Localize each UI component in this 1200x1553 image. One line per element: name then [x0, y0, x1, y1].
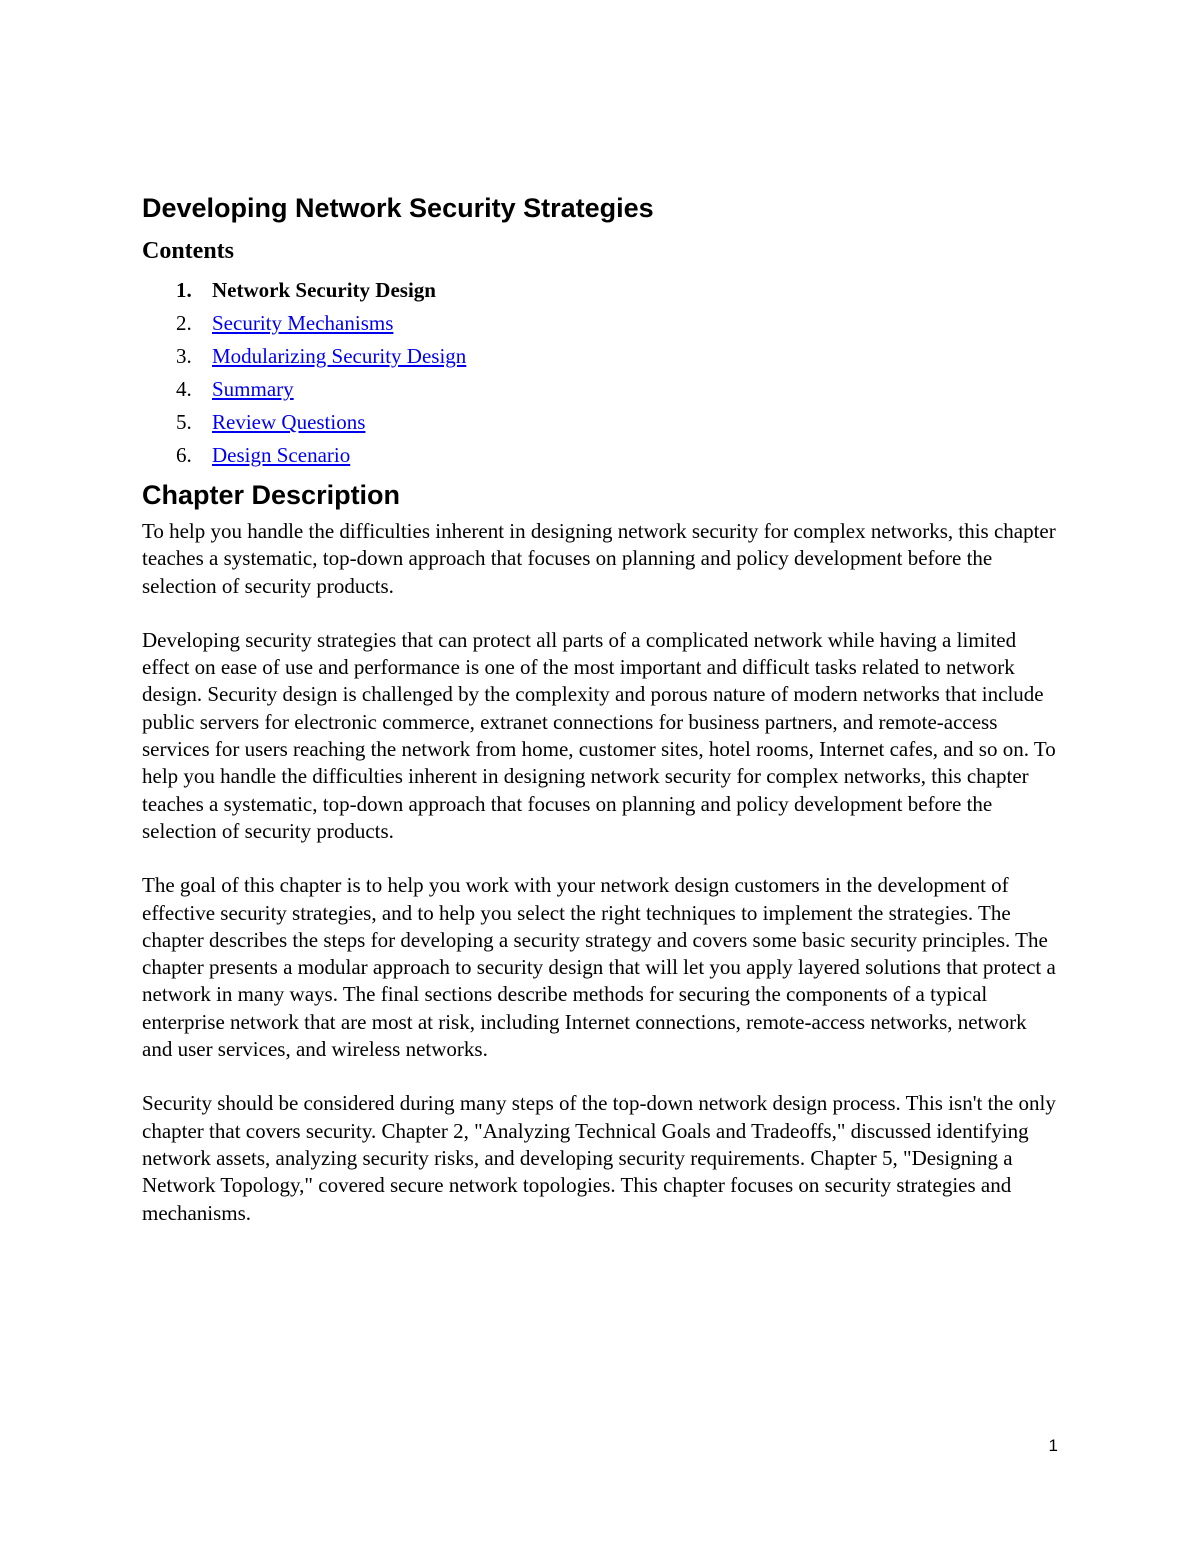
table-of-contents [142, 274, 1062, 472]
page-number: 1 [1048, 1436, 1058, 1455]
toc-item-number: 1. [176, 278, 192, 302]
toc-item-number: 5. [176, 410, 192, 434]
toc-item-number: 6. [176, 443, 192, 467]
toc-item-modularizing-security-design [142, 340, 1062, 373]
toc-link-security-mechanisms[interactable]: Security Mechanisms [212, 311, 394, 335]
toc-link-review-questions[interactable]: Review Questions [212, 410, 366, 434]
toc-item-number: 4. [176, 377, 192, 401]
toc-item-number: 3. [176, 344, 192, 368]
toc-link-modularizing-security-design[interactable]: Modularizing Security Design [212, 344, 467, 368]
paragraph: To help you handle the difficulties inherent in designing network security for complex networks, this chapter teaches a systematic, top-down approach that focuses on planning and policy development before the selection of security products. [142, 519, 1056, 598]
toc-item-summary [142, 373, 1062, 406]
contents-heading: Contents [142, 238, 235, 264]
paragraph: Developing security strategies that can protect all parts of a complicated network while having a limited effect on ease of use and performance is one of the most important and difficult tasks related to network design. Security design is challenged by the complexity and porous nature of modern networks that include public servers for electronic commerce, extranet connections for business partners, and remote-access services for users reaching the network from home, customer sites, hotel rooms, Internet cafes, and so on. To help you handle the difficulties inherent in designing network security for complex networks, this chapter teaches a systematic, top-down approach that focuses on planning and policy development before the selection of security products. [142, 627, 1056, 843]
chapter-description-heading: Chapter Description [142, 480, 401, 510]
toc-item-network-security-design [142, 274, 1062, 307]
paragraph: Security should be considered during many steps of the top-down network design process. This isn't the only chapter that covers security. Chapter 2, "Analyzing Technical Goals and Tradeoffs," discussed identifying network assets, analyzing security risks, and developing security requirements. Chapter 5, "Designing a Network Topology," covered secure network topologies. This chapter focuses on security strategies and mechanisms. [142, 1091, 1056, 1225]
toc-link-design-scenario[interactable]: Design Scenario [212, 443, 351, 467]
toc-item-design-scenario [142, 439, 1062, 472]
toc-item-number: 2. [176, 311, 192, 335]
toc-item-security-mechanisms [142, 307, 1062, 340]
document-title: Developing Network Security Strategies [142, 193, 654, 223]
toc-item-review-questions [142, 406, 1062, 439]
page-content [142, 192, 1062, 1254]
toc-item-current-label: Network Security Design [212, 278, 436, 302]
toc-link-summary[interactable]: Summary [212, 377, 294, 401]
paragraph: The goal of this chapter is to help you work with your network design customers in the development of effective security strategies, and to help you select the right techniques to implement the strategies. The chapter describes the steps for developing a security strategy and covers some basic security principles. The chapter presents a modular approach to security design that will let you apply layered solutions that protect a network in many ways. The final sections describe methods for securing the components of a typical enterprise network that are most at risk, including Internet connections, remote-access networks, network and user services, and wireless networks. [142, 873, 1056, 1062]
